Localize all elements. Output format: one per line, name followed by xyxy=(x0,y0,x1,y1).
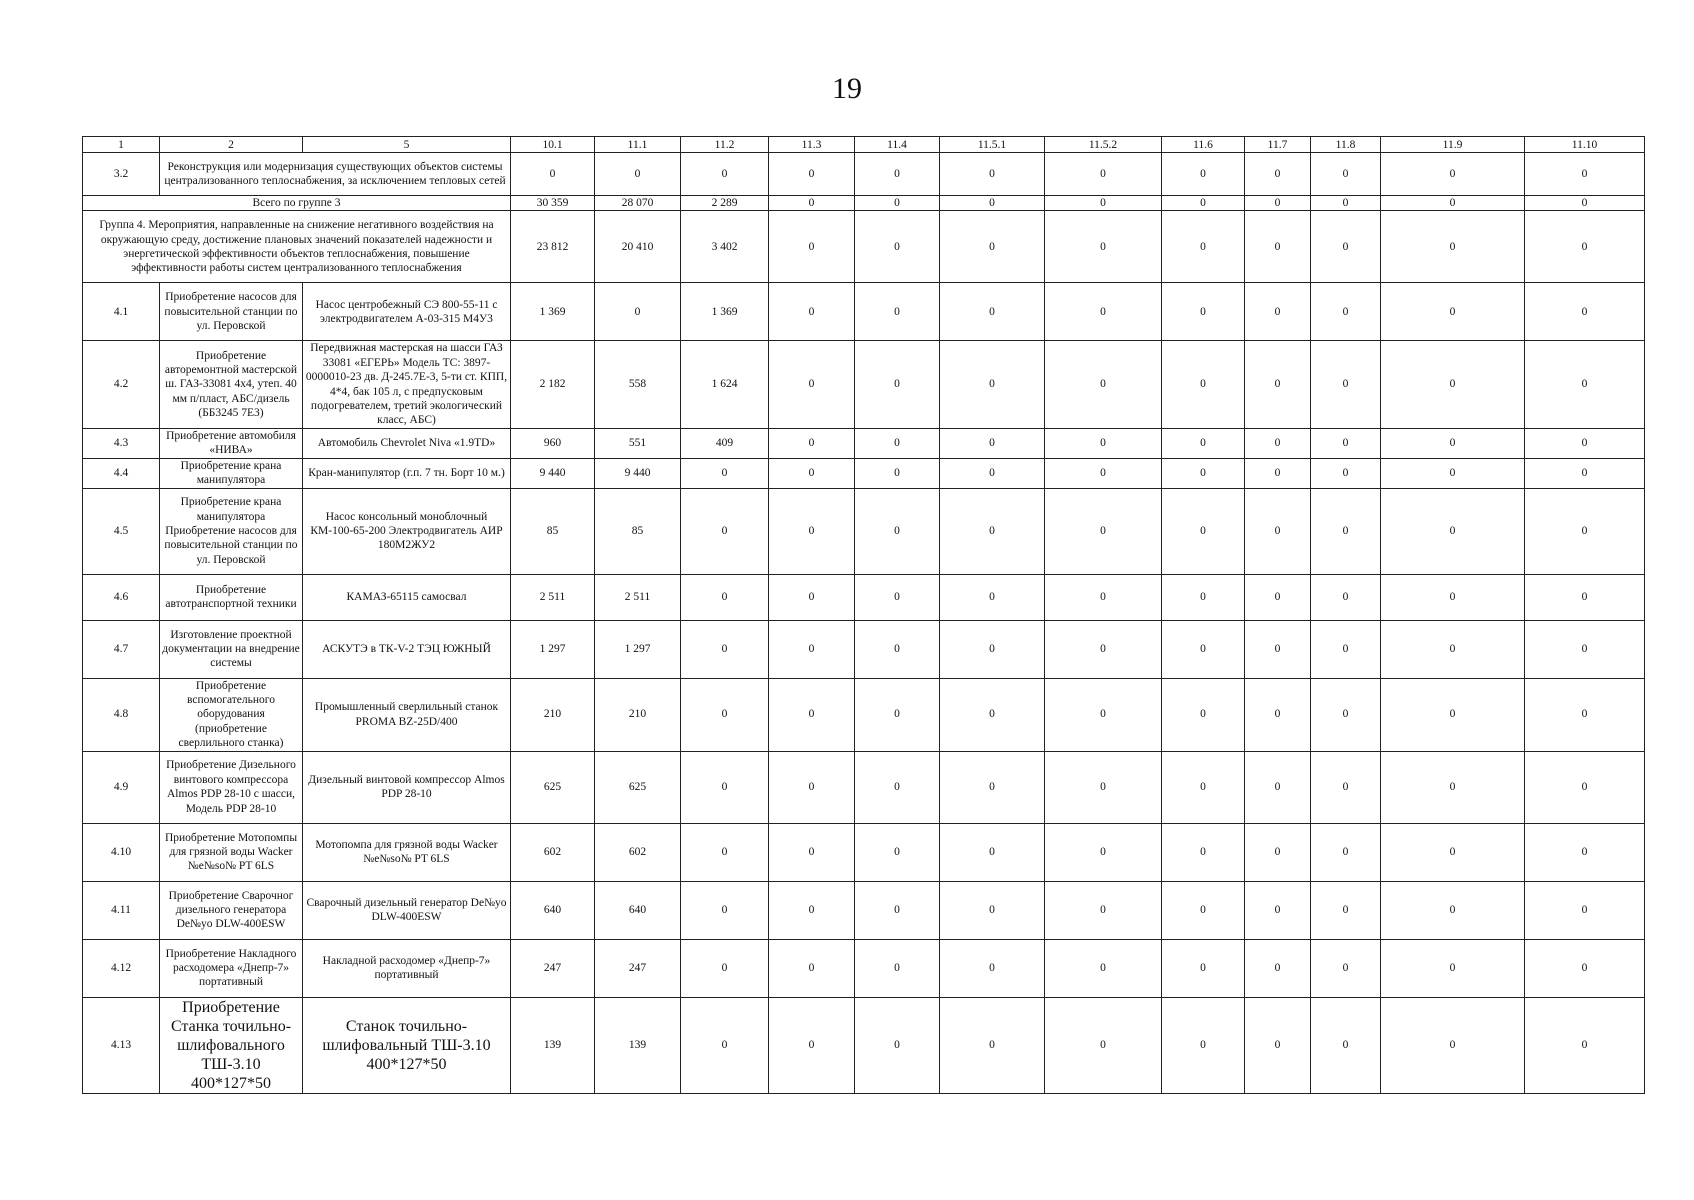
value-cell: 0 xyxy=(1045,153,1162,196)
value-cell: 0 xyxy=(855,153,940,196)
value-cell: 0 xyxy=(681,997,769,1093)
value-cell: 0 xyxy=(855,823,940,881)
value-cell: 0 xyxy=(769,823,855,881)
value-cell: 139 xyxy=(595,997,681,1093)
value-cell: 2 511 xyxy=(511,574,595,620)
column-header: 11.5.2 xyxy=(1045,137,1162,153)
table-row xyxy=(83,751,1645,823)
value-cell: 0 xyxy=(1245,939,1311,997)
value-cell: 0 xyxy=(940,283,1045,341)
value-cell: 139 xyxy=(511,997,595,1093)
row-description: Накладной расходомер «Днепр-7» портативный xyxy=(303,939,511,997)
value-cell: 0 xyxy=(940,428,1045,458)
column-header: 5 xyxy=(303,137,511,153)
value-cell: 0 xyxy=(1045,283,1162,341)
table-row xyxy=(83,488,1645,574)
value-cell: 0 xyxy=(1045,751,1162,823)
row-id: 4.12 xyxy=(83,939,160,997)
value-cell: 0 xyxy=(1245,574,1311,620)
row-description: Передвижная мастерская на шасси ГАЗ 33081 «ЕГЕРЬ» Модель ТС: 3897-0000010-23 дв. Д-245.7Е-3, 5-ти ст. КПП, 4*4, бак 105 л, с предпусковым подогревателем, третий экологический класс, АБС) xyxy=(303,341,511,428)
value-cell: 0 xyxy=(1381,211,1525,283)
row-description: Сварочный дизельный генератор De№yo DLW-400ESW xyxy=(303,881,511,939)
row-name: Приобретение Накладного расходомера «Днепр-7» портативный xyxy=(160,939,303,997)
value-cell: 0 xyxy=(769,620,855,678)
row-id: 4.11 xyxy=(83,881,160,939)
value-cell: 0 xyxy=(1525,751,1645,823)
value-cell: 0 xyxy=(1245,881,1311,939)
value-cell: 0 xyxy=(1311,678,1381,751)
row-id: 3.2 xyxy=(83,153,160,196)
value-cell: 0 xyxy=(1245,153,1311,196)
value-cell: 602 xyxy=(511,823,595,881)
table-row xyxy=(83,678,1645,751)
row-id: 4.6 xyxy=(83,574,160,620)
value-cell: 0 xyxy=(1162,153,1245,196)
value-cell: 0 xyxy=(1311,428,1381,458)
value-cell: 0 xyxy=(769,153,855,196)
value-cell: 0 xyxy=(1045,997,1162,1093)
column-header: 11.5.1 xyxy=(940,137,1045,153)
value-cell: 0 xyxy=(940,997,1045,1093)
value-cell: 9 440 xyxy=(511,458,595,488)
value-cell: 0 xyxy=(1311,283,1381,341)
row-id: 4.13 xyxy=(83,997,160,1093)
value-cell: 0 xyxy=(769,341,855,428)
value-cell: 0 xyxy=(1381,488,1525,574)
value-cell: 210 xyxy=(595,678,681,751)
value-cell: 0 xyxy=(1381,881,1525,939)
value-cell: 0 xyxy=(1311,211,1381,283)
column-header: 11.9 xyxy=(1381,137,1525,153)
row-name: Приобретение насосов для повысительной станции по ул. Перовской xyxy=(160,283,303,341)
value-cell: 0 xyxy=(940,678,1045,751)
value-cell: 0 xyxy=(1045,823,1162,881)
value-cell: 0 xyxy=(1311,341,1381,428)
value-cell: 0 xyxy=(1245,823,1311,881)
value-cell: 0 xyxy=(940,620,1045,678)
value-cell: 0 xyxy=(1311,939,1381,997)
group-row xyxy=(83,211,1645,283)
row-name: Приобретение крана манипулятора xyxy=(160,458,303,488)
row-description: КАМАЗ-65115 самосвал xyxy=(303,574,511,620)
value-cell: 0 xyxy=(1381,678,1525,751)
value-cell: 0 xyxy=(1162,488,1245,574)
value-cell: 2 289 xyxy=(681,196,769,211)
table-row xyxy=(83,823,1645,881)
column-header: 11.6 xyxy=(1162,137,1245,153)
total-label: Всего по группе 3 xyxy=(83,196,511,211)
value-cell: 0 xyxy=(855,196,940,211)
value-cell: 0 xyxy=(855,997,940,1093)
column-header: 11.1 xyxy=(595,137,681,153)
row-id: 4.10 xyxy=(83,823,160,881)
value-cell: 0 xyxy=(1245,428,1311,458)
value-cell: 0 xyxy=(1245,458,1311,488)
table-row xyxy=(83,620,1645,678)
value-cell: 0 xyxy=(1381,283,1525,341)
value-cell: 0 xyxy=(1381,997,1525,1093)
value-cell: 0 xyxy=(511,153,595,196)
value-cell: 0 xyxy=(1045,881,1162,939)
value-cell: 0 xyxy=(1525,196,1645,211)
value-cell: 0 xyxy=(1045,428,1162,458)
value-cell: 625 xyxy=(511,751,595,823)
value-cell: 3 402 xyxy=(681,211,769,283)
value-cell: 0 xyxy=(1162,283,1245,341)
row-id: 4.5 xyxy=(83,488,160,574)
table-row xyxy=(83,428,1645,458)
value-cell: 0 xyxy=(1525,341,1645,428)
value-cell: 0 xyxy=(855,341,940,428)
value-cell: 0 xyxy=(1311,751,1381,823)
value-cell: 0 xyxy=(1045,574,1162,620)
value-cell: 0 xyxy=(1245,196,1311,211)
row-name: Приобретение вспомогательного оборудования (приобретение сверлильного станка) xyxy=(160,678,303,751)
value-cell: 625 xyxy=(595,751,681,823)
value-cell: 0 xyxy=(1525,458,1645,488)
value-cell: 0 xyxy=(769,196,855,211)
value-cell: 0 xyxy=(769,574,855,620)
value-cell: 0 xyxy=(681,153,769,196)
row-description: Мотопомпа для грязной воды Wacker №e№so№ PT 6LS xyxy=(303,823,511,881)
row-name: Приобретение Мотопомпы для грязной воды Wacker №e№so№ PT 6LS xyxy=(160,823,303,881)
value-cell: 23 812 xyxy=(511,211,595,283)
value-cell: 0 xyxy=(1162,458,1245,488)
header-row xyxy=(83,137,1645,153)
value-cell: 0 xyxy=(1381,574,1525,620)
value-cell: 85 xyxy=(511,488,595,574)
column-header: 11.8 xyxy=(1311,137,1381,153)
value-cell: 0 xyxy=(769,458,855,488)
column-header: 2 xyxy=(160,137,303,153)
value-cell: 0 xyxy=(1045,488,1162,574)
value-cell: 0 xyxy=(1245,488,1311,574)
row-description: Промышленный сверлильный станок PROMA BZ-25D/400 xyxy=(303,678,511,751)
value-cell: 0 xyxy=(1045,458,1162,488)
value-cell: 0 xyxy=(940,939,1045,997)
value-cell: 0 xyxy=(1381,428,1525,458)
value-cell: 0 xyxy=(1045,341,1162,428)
value-cell: 0 xyxy=(940,823,1045,881)
value-cell: 0 xyxy=(1381,458,1525,488)
row-name: Приобретение Станка точильно-шлифовального ТШ-3.10 400*127*50 xyxy=(160,997,303,1093)
table-row xyxy=(83,153,1645,196)
value-cell: 1 624 xyxy=(681,341,769,428)
value-cell: 0 xyxy=(681,939,769,997)
data-table xyxy=(82,136,1645,1094)
value-cell: 0 xyxy=(1311,458,1381,488)
value-cell: 0 xyxy=(1525,153,1645,196)
value-cell: 0 xyxy=(855,211,940,283)
value-cell: 0 xyxy=(855,574,940,620)
value-cell: 0 xyxy=(1381,823,1525,881)
value-cell: 0 xyxy=(681,620,769,678)
value-cell: 0 xyxy=(1525,881,1645,939)
value-cell: 0 xyxy=(1525,283,1645,341)
value-cell: 0 xyxy=(769,939,855,997)
value-cell: 0 xyxy=(1162,751,1245,823)
value-cell: 210 xyxy=(511,678,595,751)
value-cell: 0 xyxy=(681,678,769,751)
page-number: 19 xyxy=(832,72,862,105)
value-cell: 0 xyxy=(1045,620,1162,678)
value-cell: 0 xyxy=(1525,678,1645,751)
value-cell: 0 xyxy=(769,428,855,458)
value-cell: 0 xyxy=(595,283,681,341)
value-cell: 0 xyxy=(1525,823,1645,881)
value-cell: 0 xyxy=(940,488,1045,574)
value-cell: 602 xyxy=(595,823,681,881)
value-cell: 0 xyxy=(1245,678,1311,751)
column-header: 11.10 xyxy=(1525,137,1645,153)
value-cell: 0 xyxy=(1162,341,1245,428)
value-cell: 0 xyxy=(1311,196,1381,211)
value-cell: 0 xyxy=(681,881,769,939)
value-cell: 30 359 xyxy=(511,196,595,211)
value-cell: 0 xyxy=(769,283,855,341)
value-cell: 0 xyxy=(1045,211,1162,283)
row-name: Приобретение автомобиля «НИВА» xyxy=(160,428,303,458)
value-cell: 0 xyxy=(1162,823,1245,881)
value-cell: 0 xyxy=(1311,620,1381,678)
value-cell: 247 xyxy=(511,939,595,997)
value-cell: 0 xyxy=(855,458,940,488)
value-cell: 0 xyxy=(1162,678,1245,751)
value-cell: 0 xyxy=(681,458,769,488)
value-cell: 0 xyxy=(1245,341,1311,428)
row-id: 4.4 xyxy=(83,458,160,488)
value-cell: 0 xyxy=(855,283,940,341)
value-cell: 0 xyxy=(940,211,1045,283)
value-cell: 0 xyxy=(769,751,855,823)
value-cell: 0 xyxy=(1525,428,1645,458)
value-cell: 558 xyxy=(595,341,681,428)
value-cell: 0 xyxy=(1245,997,1311,1093)
value-cell: 0 xyxy=(1311,488,1381,574)
value-cell: 2 182 xyxy=(511,341,595,428)
value-cell: 0 xyxy=(940,153,1045,196)
value-cell: 0 xyxy=(940,751,1045,823)
value-cell: 0 xyxy=(1525,488,1645,574)
value-cell: 0 xyxy=(1162,428,1245,458)
row-name: Приобретение Сварочног дизельного генератора De№yo DLW-400ESW xyxy=(160,881,303,939)
value-cell: 0 xyxy=(1045,678,1162,751)
value-cell: 640 xyxy=(511,881,595,939)
value-cell: 0 xyxy=(681,823,769,881)
value-cell: 0 xyxy=(940,341,1045,428)
row-description: Автомобиль Chevrolet Niva «1.9TD» xyxy=(303,428,511,458)
value-cell: 0 xyxy=(1162,881,1245,939)
row-id: 4.7 xyxy=(83,620,160,678)
value-cell: 0 xyxy=(681,488,769,574)
value-cell: 0 xyxy=(1245,751,1311,823)
value-cell: 0 xyxy=(855,620,940,678)
value-cell: 0 xyxy=(769,881,855,939)
row-description: Насос консольный моноблочный КМ-100-65-200 Электродвигатель АИР 180М2ЖУ2 xyxy=(303,488,511,574)
table-row xyxy=(83,881,1645,939)
row-description: Кран-манипулятор (г.п. 7 тн. Борт 10 м.) xyxy=(303,458,511,488)
total-row xyxy=(83,196,1645,211)
table-row xyxy=(83,939,1645,997)
row-description: Дизельный винтовой компрессор Almos PDP 28-10 xyxy=(303,751,511,823)
value-cell: 0 xyxy=(1162,939,1245,997)
row-name: Приобретение авторемонтной мастерской ш. ГАЗ-33081 4х4, утеп. 40 мм п/пласт, АБС/дизель (ББ3245 7Е3) xyxy=(160,341,303,428)
row-id: 4.3 xyxy=(83,428,160,458)
value-cell: 0 xyxy=(940,881,1045,939)
value-cell: 640 xyxy=(595,881,681,939)
value-cell: 0 xyxy=(855,488,940,574)
row-name: Приобретение крана манипулятора Приобретение насосов для повысительной станции по ул. Перовской xyxy=(160,488,303,574)
value-cell: 0 xyxy=(1381,341,1525,428)
value-cell: 0 xyxy=(940,458,1045,488)
value-cell: 0 xyxy=(855,939,940,997)
row-name: Приобретение автотранспортной техники xyxy=(160,574,303,620)
value-cell: 0 xyxy=(1045,939,1162,997)
value-cell: 1 369 xyxy=(511,283,595,341)
value-cell: 0 xyxy=(1311,823,1381,881)
value-cell: 1 297 xyxy=(511,620,595,678)
table-row xyxy=(83,341,1645,428)
value-cell: 0 xyxy=(855,678,940,751)
value-cell: 551 xyxy=(595,428,681,458)
value-cell: 0 xyxy=(1381,153,1525,196)
value-cell: 0 xyxy=(855,751,940,823)
table-row xyxy=(83,283,1645,341)
value-cell: 0 xyxy=(940,574,1045,620)
value-cell: 20 410 xyxy=(595,211,681,283)
value-cell: 0 xyxy=(1162,997,1245,1093)
value-cell: 0 xyxy=(1245,211,1311,283)
value-cell: 0 xyxy=(681,574,769,620)
value-cell: 409 xyxy=(681,428,769,458)
value-cell: 0 xyxy=(1525,939,1645,997)
row-id: 4.2 xyxy=(83,341,160,428)
value-cell: 0 xyxy=(769,488,855,574)
value-cell: 0 xyxy=(1311,997,1381,1093)
value-cell: 0 xyxy=(1525,574,1645,620)
value-cell: 1 297 xyxy=(595,620,681,678)
value-cell: 0 xyxy=(595,153,681,196)
value-cell: 0 xyxy=(1245,283,1311,341)
value-cell: 960 xyxy=(511,428,595,458)
value-cell: 0 xyxy=(1525,997,1645,1093)
row-id: 4.8 xyxy=(83,678,160,751)
column-header: 11.2 xyxy=(681,137,769,153)
group-label: Группа 4. Мероприятия, направленные на снижение негативного воздействия на окружающую среду, достижение плановых значений показателей надежности и энергетической эффективности объектов теплоснабжения, повышение эффективности работы систем централизованного теплоснабжения xyxy=(83,211,511,283)
row-description: Насос центробежный СЭ 800-55-11 с электродвигателем А-03-315 М4У3 xyxy=(303,283,511,341)
value-cell: 0 xyxy=(1045,196,1162,211)
value-cell: 0 xyxy=(1245,620,1311,678)
value-cell: 0 xyxy=(1311,574,1381,620)
value-cell: 0 xyxy=(1525,211,1645,283)
value-cell: 0 xyxy=(681,751,769,823)
value-cell: 0 xyxy=(769,211,855,283)
value-cell: 0 xyxy=(1162,620,1245,678)
value-cell: 0 xyxy=(855,881,940,939)
table-row xyxy=(83,574,1645,620)
value-cell: 0 xyxy=(1311,153,1381,196)
value-cell: 0 xyxy=(1162,196,1245,211)
value-cell: 0 xyxy=(769,678,855,751)
value-cell: 85 xyxy=(595,488,681,574)
value-cell: 0 xyxy=(940,196,1045,211)
row-name: Приобретение Дизельного винтового компрессора Almos PDP 28-10 с шасси, Модель PDP 28-10 xyxy=(160,751,303,823)
column-header: 1 xyxy=(83,137,160,153)
value-cell: 247 xyxy=(595,939,681,997)
value-cell: 0 xyxy=(1381,751,1525,823)
column-header: 11.7 xyxy=(1245,137,1311,153)
value-cell: 0 xyxy=(1381,196,1525,211)
row-id: 4.1 xyxy=(83,283,160,341)
row-id: 4.9 xyxy=(83,751,160,823)
value-cell: 9 440 xyxy=(595,458,681,488)
column-header: 11.3 xyxy=(769,137,855,153)
row-description: Станок точильно-шлифовальный ТШ-3.10 400*127*50 xyxy=(303,997,511,1093)
value-cell: 0 xyxy=(855,428,940,458)
value-cell: 0 xyxy=(1525,620,1645,678)
row-name: Реконструкция или модернизация существующих объектов системы централизованного теплоснабжения, за исключением тепловых сетей xyxy=(160,153,511,196)
value-cell: 0 xyxy=(769,997,855,1093)
table-row xyxy=(83,458,1645,488)
value-cell: 28 070 xyxy=(595,196,681,211)
column-header: 11.4 xyxy=(855,137,940,153)
column-header: 10.1 xyxy=(511,137,595,153)
value-cell: 0 xyxy=(1381,620,1525,678)
value-cell: 2 511 xyxy=(595,574,681,620)
value-cell: 1 369 xyxy=(681,283,769,341)
row-name: Изготовление проектной документации на внедрение системы xyxy=(160,620,303,678)
value-cell: 0 xyxy=(1381,939,1525,997)
value-cell: 0 xyxy=(1162,574,1245,620)
table-row xyxy=(83,997,1645,1093)
value-cell: 0 xyxy=(1311,881,1381,939)
value-cell: 0 xyxy=(1162,211,1245,283)
row-description: АСКУТЭ в ТК-V-2 ТЭЦ ЮЖНЫЙ xyxy=(303,620,511,678)
